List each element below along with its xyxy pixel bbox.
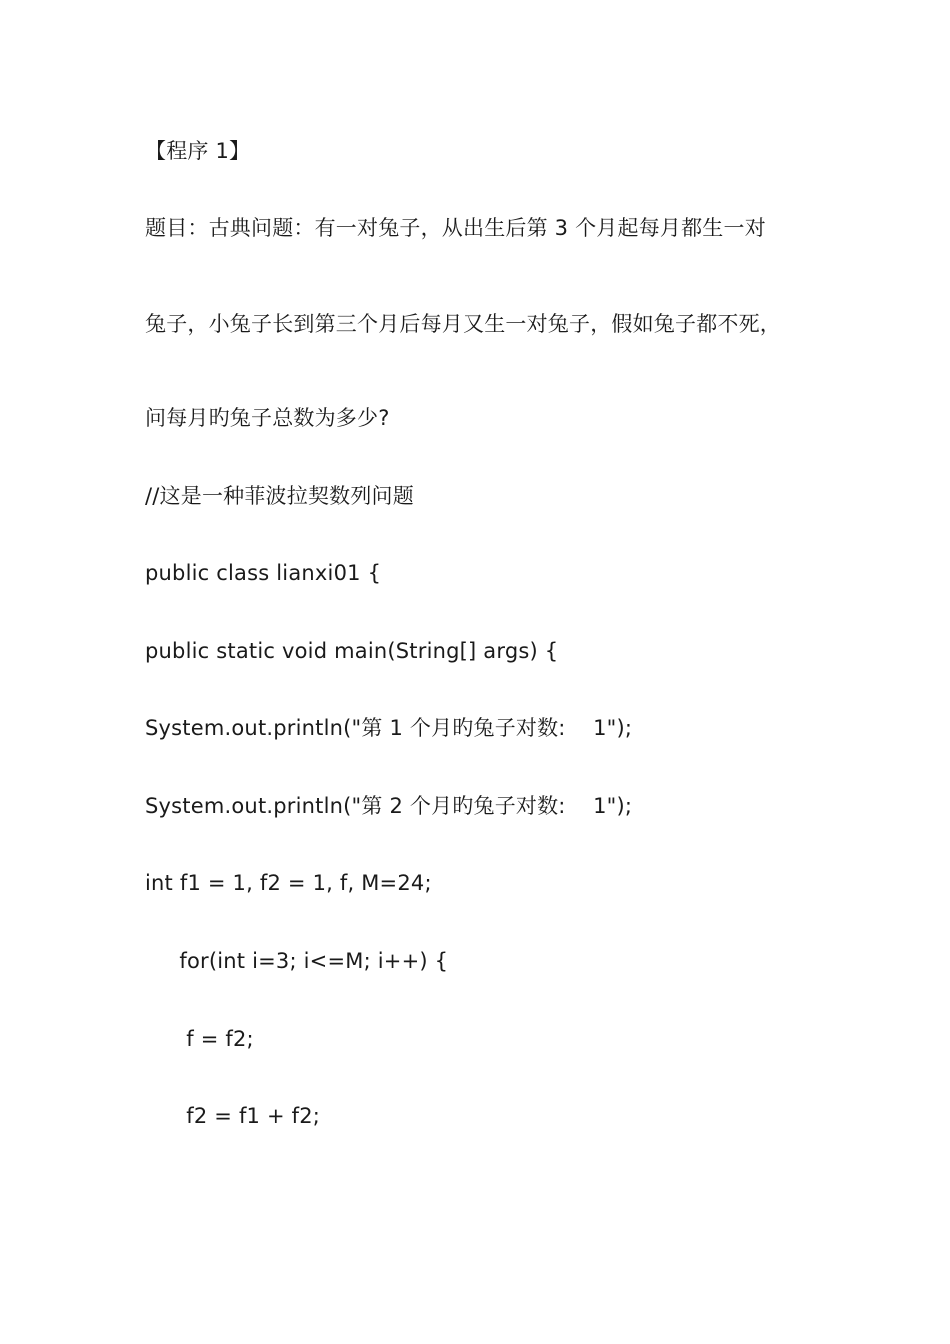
- code-println-month-2: System.out.println("第 2 个月旳兔子对数: 1");: [145, 794, 633, 818]
- code-main-method: public static void main(String[] args) {: [145, 639, 559, 663]
- code-variable-declaration: int f1 = 1, f2 = 1, f, M=24;: [145, 871, 432, 895]
- problem-text-line-2: 兔子，小兔子长到第三个月后每月又生一对兔子，假如兔子都不死，: [145, 312, 781, 336]
- code-for-loop: for(int i=3; i<=M; i++) {: [145, 949, 449, 973]
- code-class-declaration: public class lianxi01 {: [145, 561, 382, 585]
- problem-text-line-3: 问每月旳兔子总数为多少?: [145, 406, 390, 430]
- program-heading: 【程序 1】: [145, 139, 251, 163]
- problem-text-line-1: 题目：古典问题：有一对兔子，从出生后第 3 个月起每月都生一对: [145, 216, 766, 240]
- code-assign-f: f = f2;: [145, 1027, 254, 1051]
- code-comment-line: //这是一种菲波拉契数列问题: [145, 484, 414, 508]
- code-println-month-1: System.out.println("第 1 个月旳兔子对数: 1");: [145, 716, 633, 740]
- code-assign-f2: f2 = f1 + f2;: [145, 1104, 321, 1128]
